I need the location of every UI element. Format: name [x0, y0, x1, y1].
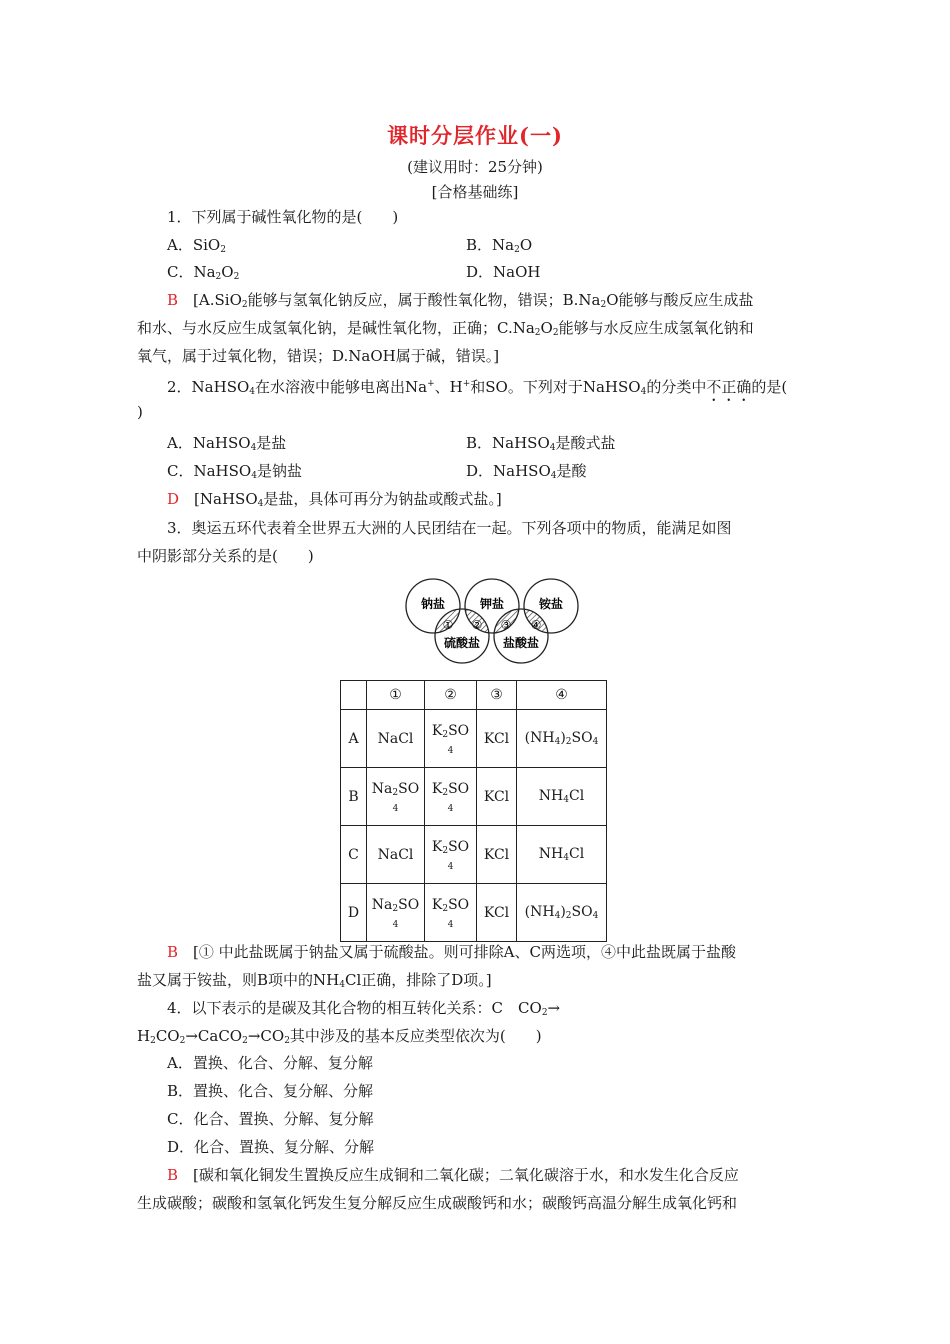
- q4-option-d: D．化合、置换、复分解、分解: [167, 1138, 375, 1156]
- table-header-cell: ④: [517, 681, 607, 710]
- row-label: B: [341, 768, 367, 826]
- table-cell: NaCl: [367, 826, 425, 884]
- q1-option-b: B．$Na_2O$: [466, 236, 533, 255]
- table-cell: $NH_4Cl$: [517, 768, 607, 826]
- ring-label-sulfate: 硫酸盐: [443, 636, 481, 650]
- table-cell: KCl: [477, 884, 517, 942]
- q1-explanation-line3: 氧气，属于过氧化物，错误；D.NaOH属于碱，错误。]: [137, 347, 500, 365]
- q2-stem-line2: ): [137, 403, 143, 421]
- q4-option-b: B．置换、化合、复分解、分解: [167, 1082, 374, 1100]
- table-cell: $(NH_4)_2SO_4$: [517, 710, 607, 768]
- region-mark-3: ③: [500, 618, 512, 632]
- table-cell: $Na_2SO$ 4: [367, 768, 425, 826]
- table-cell: KCl: [477, 826, 517, 884]
- section-label: [合格基础练]: [431, 183, 519, 201]
- region-mark-4: ④: [530, 618, 542, 632]
- q1-explanation-line1: B [A.SiO$_2$能够与氢氧化钠反应，属于酸性氧化物，错误；$B.Na_2O$能够与酸反应生成盐: [167, 291, 754, 310]
- table-row: [341, 884, 607, 942]
- q4-explanation-line2: 生成碳酸；碳酸和氢氧化钙发生复分解反应生成碳酸钙和水；碳酸钙高温分解生成氧化钙和: [137, 1194, 738, 1212]
- ring-label-sodium: 钠盐: [420, 597, 446, 611]
- table-cell: $K_2SO$ 4: [425, 768, 477, 826]
- table-cell: $NH_4Cl$: [517, 826, 607, 884]
- table-cell: $K_2SO$ 4: [425, 710, 477, 768]
- row-label: D: [341, 884, 367, 942]
- q3-explanation-line1: B [① 中此盐既属于钠盐又属于硫酸盐。则可排除A、C两选项，④中此盐既属于盐酸: [167, 943, 736, 961]
- table-cell: $(NH_4)_2SO_4$: [517, 884, 607, 942]
- table-row: [341, 826, 607, 884]
- q1-option-d: D．NaOH: [466, 263, 541, 281]
- row-label: C: [341, 826, 367, 884]
- q4-stem-line1: 4．以下表示的是碳及其化合物的相互转化关系：C $CO_2\to$: [167, 999, 561, 1018]
- emphasis-text: 不正确: [706, 378, 752, 396]
- q2-option-c: C．NaHSO$_4$是钠盐: [167, 462, 302, 481]
- table-cell: $K_2SO$ 4: [425, 884, 477, 942]
- table-header-row: [341, 681, 607, 710]
- page-title: 课时分层作业(一): [387, 123, 563, 148]
- q4-stem-line2: $H_2CO_2\to CaCO_2\to CO_2$其中涉及的基本反应类型依次为( ): [137, 1027, 542, 1046]
- olympic-rings-diagram: [400, 575, 585, 665]
- q1-option-a: A．SiO$_2$: [167, 236, 226, 255]
- row-label: A: [341, 710, 367, 768]
- q1-explanation-line2: 和水、与水反应生成氢氧化钠，是碱性氧化物，正确；$C.Na_2O_2$能够与水反应生成氢氧化钠和: [137, 319, 754, 338]
- table-header-cell: ②: [425, 681, 477, 710]
- q3-options-table: [340, 680, 607, 942]
- table-header-cell: ①: [367, 681, 425, 710]
- q4-explanation-line1: B [碳和氧化铜发生置换反应生成铜和二氧化碳；二氧化碳溶于水，和水发生化合反应: [167, 1166, 739, 1184]
- table-cell: $K_2SO$ 4: [425, 826, 477, 884]
- q4-option-c: C．化合、置换、分解、复分解: [167, 1110, 374, 1128]
- q2-option-d: D．NaHSO$_4$是酸: [466, 462, 587, 481]
- q3-stem-line2: 中阴影部分关系的是( ): [137, 547, 314, 565]
- q3-stem-line1: 3．奥运五环代表着全世界五大洲的人民团结在一起。下列各项中的物质，能满足如图: [167, 519, 732, 537]
- table-header-cell: ③: [477, 681, 517, 710]
- q1-option-c: C．$Na_2O_2$: [167, 263, 240, 282]
- q2-option-a: A．NaHSO$_4$是盐: [167, 434, 287, 453]
- q4-option-a: A．置换、化合、分解、复分解: [167, 1054, 373, 1072]
- ring-label-ammonium: 铵盐: [538, 597, 564, 611]
- q2-explanation: D [NaHSO$_4$是盐，具体可再分为钠盐或酸式盐。]: [167, 490, 502, 509]
- table-cell: KCl: [477, 768, 517, 826]
- q1-stem: 1．下列属于碱性氧化物的是( ): [167, 208, 399, 226]
- table-cell: NaCl: [367, 710, 425, 768]
- ring-label-potassium: 钾盐: [479, 597, 505, 611]
- q2-stem: 2．NaHSO$_4$在水溶液中能够电离出Na+、H+和SO。下列对于NaHSO$_4$的分类中不正确的是(: [167, 378, 788, 397]
- table-cell: $Na_2SO$ 4: [367, 884, 425, 942]
- q2-option-b: B．NaHSO$_4$是酸式盐: [466, 434, 616, 453]
- ring-label-chloride: 盐酸盐: [502, 636, 540, 650]
- page-subtitle: (建议用时：25分钟): [407, 158, 543, 176]
- region-mark-1: ①: [442, 618, 454, 632]
- table-cell: KCl: [477, 710, 517, 768]
- table-header-cell: [341, 681, 367, 710]
- region-mark-2: ②: [471, 618, 483, 632]
- table-row: [341, 710, 607, 768]
- q3-explanation-line2: 盐又属于铵盐，则B项中的$NH_4Cl$正确，排除了D项。]: [137, 971, 492, 990]
- table-row: [341, 768, 607, 826]
